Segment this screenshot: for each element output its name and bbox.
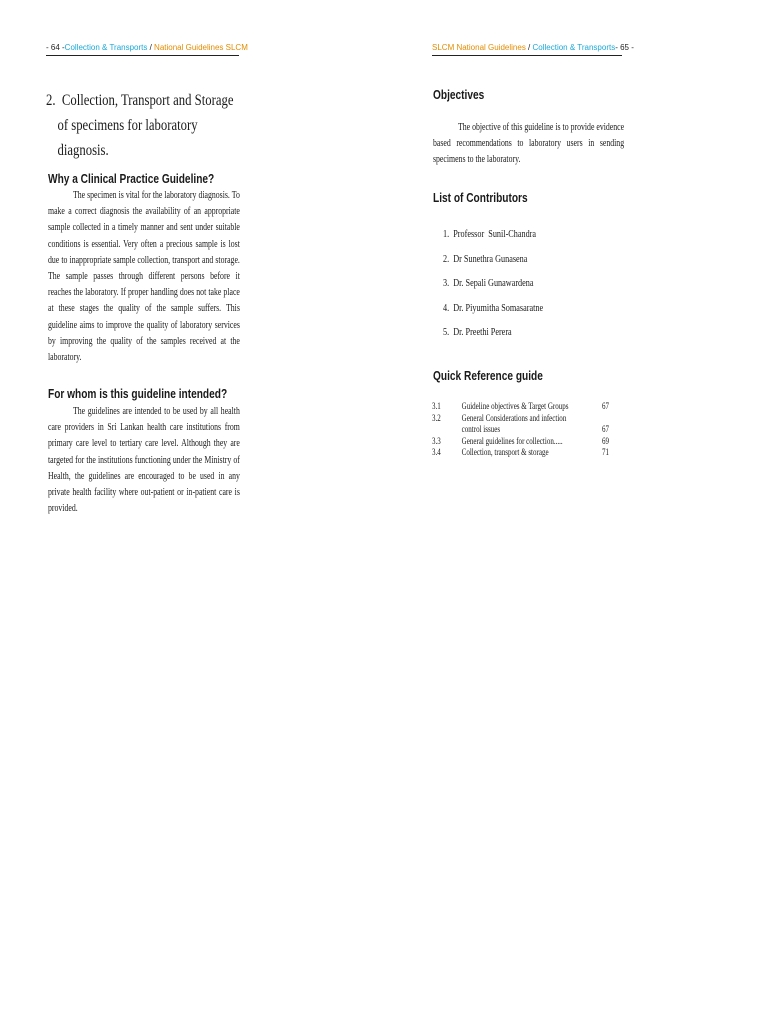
- qref-page: [602, 413, 625, 425]
- page-number-right: - 65 -: [615, 43, 634, 52]
- objectives-heading: Objectives: [433, 87, 485, 102]
- qref-text: Collection, transport & storage: [461, 447, 549, 457]
- header-publication-left: National Guidelines SLCM: [154, 43, 248, 52]
- qref-page: 69: [602, 435, 610, 446]
- running-header-left: [46, 40, 248, 56]
- qref-text: General Considerations and infection: [461, 412, 567, 423]
- qref-page: 71: [602, 447, 610, 457]
- objectives-text: The objective of this guideline is to provide evidence based recommendations to laboratory users in sending specimens to the laboratory.: [433, 122, 625, 166]
- page-number-left: - 64 -: [46, 43, 65, 52]
- qref-page: 67: [602, 401, 610, 411]
- table-row: [432, 413, 627, 425]
- qref-number: 3.4: [432, 447, 441, 457]
- header-separator-left: /: [147, 43, 155, 52]
- list-item: 1. Professor Sunil-Chandra: [443, 229, 537, 240]
- qref-page: 67: [602, 424, 610, 434]
- qref-number: 3.3: [432, 435, 441, 446]
- quick-ref-heading: Quick Reference guide: [433, 368, 543, 383]
- qref-text: control issues: [461, 424, 501, 434]
- qref-text: General guidelines for collection.....: [461, 435, 563, 446]
- quick-ref-table: [432, 401, 627, 459]
- list-item: 5. Dr. Preethi Perera: [443, 327, 512, 338]
- header-section-right: Collection & Transports: [532, 43, 616, 52]
- qref-number: 3.2: [432, 412, 441, 423]
- table-row: [432, 447, 627, 459]
- table-row: [432, 401, 627, 413]
- why-paragraph: [48, 188, 240, 366]
- qref-number: 3.1: [432, 401, 441, 411]
- why-text: The specimen is vital for the laboratory diagnosis. To make a correct diagnosis the availability of an appropriate sample collected in a timely manner and sent under suitable conditions is essential. Very often a precious sample is lost due to inappropriate sample collection, transport and storage. The sample passes through different persons before it reaches the laboratory. If proper handling does not take place at these stages the quality of the sample suffers. This guideline aims to improve the quality of laboratory services by improving the quality of the samples received at the laboratory.: [48, 190, 240, 364]
- qref-number: [432, 424, 462, 436]
- chapter-title-line-1: 2. Collection, Transport and Storage: [46, 92, 234, 109]
- list-item: 4. Dr. Piyumitha Somasaratne: [443, 302, 544, 314]
- objectives-paragraph: [433, 120, 624, 169]
- whom-heading: For whom is this guideline intended?: [48, 386, 228, 401]
- list-item: 2. Dr Sunethra Gunasena: [443, 253, 528, 265]
- table-row: [432, 436, 627, 448]
- chapter-title-line-3: diagnosis.: [57, 142, 109, 159]
- list-item: 3. Dr. Sepali Gunawardena: [443, 278, 534, 289]
- why-heading: Why a Clinical Practice Guideline?: [48, 171, 215, 186]
- contributors-list: [443, 227, 543, 350]
- chapter-title-line-2: of specimens for laboratory: [57, 117, 198, 134]
- running-header-right: [432, 40, 634, 56]
- chapter-title: [46, 88, 243, 163]
- qref-text: Guideline objectives & Target Groups: [461, 401, 569, 411]
- table-row: [432, 424, 627, 436]
- whom-paragraph: [48, 404, 240, 517]
- header-separator-right: /: [525, 43, 533, 52]
- contributors-heading: List of Contributors: [433, 190, 528, 205]
- whom-text: The guidelines are intended to be used by all health care providers in Sri Lankan health care institutions from primary care level to tertiary care level. Although they are targeted for the institutions functioning under the Ministry of Health, the guidelines are encouraged to be used in any private health facility where out-patient or in-patient care is provided.: [48, 406, 240, 515]
- header-section-left: Collection & Transports: [64, 43, 148, 52]
- header-publication-right: SLCM National Guidelines: [432, 43, 526, 52]
